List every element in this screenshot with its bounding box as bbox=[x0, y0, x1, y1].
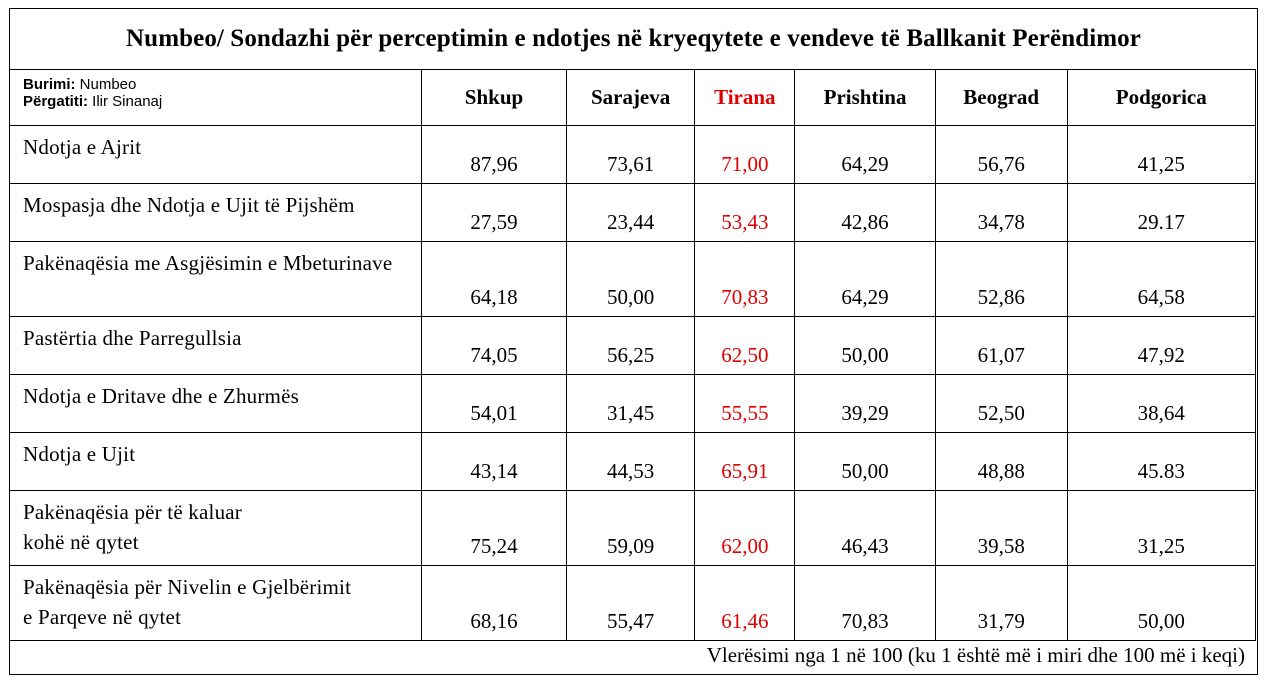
row-label: Ndotja e Dritave dhe e Zhurmës bbox=[10, 375, 422, 433]
header-row bbox=[10, 70, 1256, 126]
value-cell: 55,47 bbox=[566, 566, 695, 641]
table-row bbox=[10, 375, 1256, 433]
value-cell: 87,96 bbox=[422, 126, 566, 184]
value-cell: 52,86 bbox=[935, 242, 1067, 317]
source-line bbox=[23, 76, 421, 93]
value-cell: 23,44 bbox=[566, 184, 695, 242]
table-row bbox=[10, 566, 1256, 641]
value-cell: 53,43 bbox=[695, 184, 795, 242]
value-cell: 61,07 bbox=[935, 317, 1067, 375]
value-cell: 54,01 bbox=[422, 375, 566, 433]
row-label: Pakënaqësia për të kaluar kohë në qytet bbox=[10, 491, 422, 566]
value-cell: 64,29 bbox=[795, 126, 936, 184]
value-cell: 46,43 bbox=[795, 491, 936, 566]
value-cell: 34,78 bbox=[935, 184, 1067, 242]
source-value: Numbeo bbox=[75, 76, 137, 93]
value-cell: 29.17 bbox=[1067, 184, 1255, 242]
value-cell: 39,29 bbox=[795, 375, 936, 433]
value-cell: 43,14 bbox=[422, 433, 566, 491]
value-cell: 62,00 bbox=[695, 491, 795, 566]
value-cell: 71,00 bbox=[695, 126, 795, 184]
column-header-prishtina: Prishtina bbox=[795, 70, 936, 126]
prepared-by-line bbox=[23, 93, 421, 110]
table-row bbox=[10, 491, 1256, 566]
value-cell: 31,45 bbox=[566, 375, 695, 433]
value-cell: 74,05 bbox=[422, 317, 566, 375]
prepared-value: Ilir Sinanaj bbox=[88, 93, 163, 110]
value-cell: 70,83 bbox=[695, 242, 795, 317]
column-header-shkup: Shkup bbox=[422, 70, 566, 126]
row-label: Pastërtia dhe Parregullsia bbox=[10, 317, 422, 375]
value-cell: 44,53 bbox=[566, 433, 695, 491]
value-cell: 61,46 bbox=[695, 566, 795, 641]
chart-title: Numbeo/ Sondazhi për perceptimin e ndotjes në kryeqytete e vendeve të Ballkanit Perëndimor bbox=[126, 25, 1141, 52]
value-cell: 64,18 bbox=[422, 242, 566, 317]
value-cell: 50,00 bbox=[1067, 566, 1255, 641]
value-cell: 45.83 bbox=[1067, 433, 1255, 491]
value-cell: 48,88 bbox=[935, 433, 1067, 491]
value-cell: 38,64 bbox=[1067, 375, 1255, 433]
value-cell: 62,50 bbox=[695, 317, 795, 375]
value-cell: 31,79 bbox=[935, 566, 1067, 641]
column-header-sarajeva: Sarajeva bbox=[566, 70, 695, 126]
table-row bbox=[10, 433, 1256, 491]
row-label: Mospasja dhe Ndotja e Ujit të Pijshëm bbox=[10, 184, 422, 242]
table-row bbox=[10, 126, 1256, 184]
column-header-tirana: Tirana bbox=[695, 70, 795, 126]
value-cell: 27,59 bbox=[422, 184, 566, 242]
rating-footnote: Vlerësimi nga 1 në 100 (ku 1 është më i miri dhe 100 më i keqi) bbox=[706, 643, 1245, 667]
value-cell: 59,09 bbox=[566, 491, 695, 566]
value-cell: 55,55 bbox=[695, 375, 795, 433]
table-row bbox=[10, 242, 1256, 317]
value-cell: 70,83 bbox=[795, 566, 936, 641]
value-cell: 64,29 bbox=[795, 242, 936, 317]
row-label: Ndotja e Ajrit bbox=[10, 126, 422, 184]
value-cell: 50,00 bbox=[795, 433, 936, 491]
row-label: Ndotja e Ujit bbox=[10, 433, 422, 491]
value-cell: 52,50 bbox=[935, 375, 1067, 433]
value-cell: 39,58 bbox=[935, 491, 1067, 566]
data-table bbox=[9, 69, 1256, 641]
value-cell: 68,16 bbox=[422, 566, 566, 641]
source-label: Burimi: bbox=[23, 76, 76, 93]
row-label: Pakënaqësia me Asgjësimin e Mbeturinave bbox=[10, 242, 422, 317]
value-cell: 50,00 bbox=[795, 317, 936, 375]
value-cell: 47,92 bbox=[1067, 317, 1255, 375]
row-label: Pakënaqësia për Nivelin e Gjelbërimit e Parqeve në qytet bbox=[10, 566, 422, 641]
value-cell: 73,61 bbox=[566, 126, 695, 184]
value-cell: 41,25 bbox=[1067, 126, 1255, 184]
value-cell: 42,86 bbox=[795, 184, 936, 242]
source-cell bbox=[10, 70, 422, 126]
value-cell: 31,25 bbox=[1067, 491, 1255, 566]
value-cell: 56,76 bbox=[935, 126, 1067, 184]
table-body bbox=[10, 126, 1256, 641]
value-cell: 64,58 bbox=[1067, 242, 1255, 317]
value-cell: 50,00 bbox=[566, 242, 695, 317]
column-header-podgorica: Podgorica bbox=[1067, 70, 1255, 126]
column-header-beograd: Beograd bbox=[935, 70, 1067, 126]
table-row bbox=[10, 184, 1256, 242]
value-cell: 75,24 bbox=[422, 491, 566, 566]
value-cell: 56,25 bbox=[566, 317, 695, 375]
table-row bbox=[10, 317, 1256, 375]
table-frame bbox=[9, 8, 1258, 675]
prepared-label: Përgatiti: bbox=[23, 93, 89, 110]
value-cell: 65,91 bbox=[695, 433, 795, 491]
